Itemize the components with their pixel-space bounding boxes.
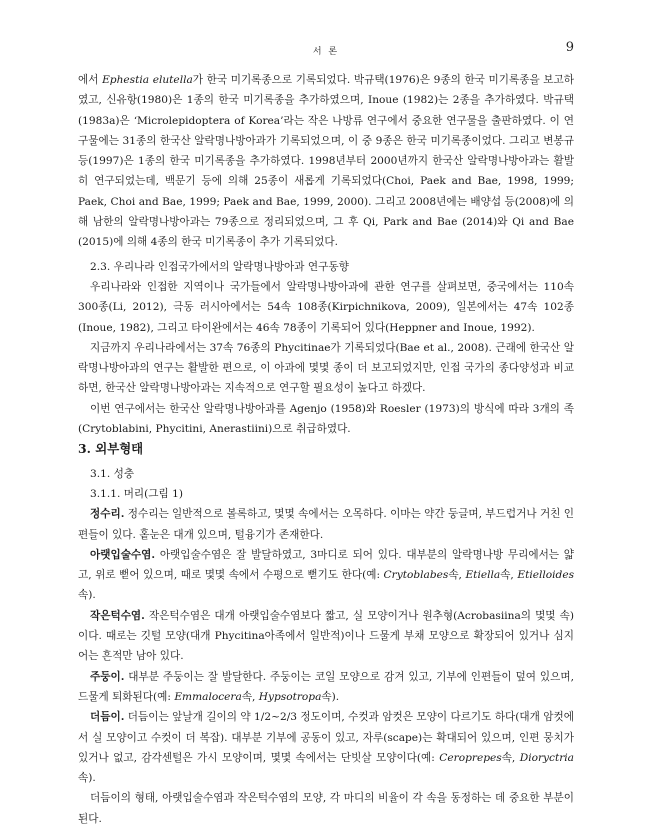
paragraph-closing: 더듬이의 형태, 아랫입술수염과 작은턱수염의 모양, 각 마디의 비율이 각 속을 동정하는 데 중요한 부분이 된다. <box>78 792 574 825</box>
term-antenna: 더듬이. <box>90 711 125 724</box>
term-maxillary-palpus: 작은턱수염. <box>90 609 145 622</box>
genus-name: Crytoblabes <box>383 569 449 582</box>
genus-name: Dioryctria <box>519 751 575 764</box>
section-2-3-heading: 2.3. 우리나라 인접국가에서의 알락명나방아과 연구동향 <box>90 260 349 273</box>
term-paragraph-labial-palpus: 아랫입술수염. 아랫입술수염은 잘 발달하였고, 3마디로 되어 있다. 대부분의 알락명나방 무리에서는 얇고, 위로 뻗어 있으며, 때로 몇몇 속에서 수평으로 뻗기도 한다(예: Crytoblabes속, Etiella속, Etielloides속). <box>78 548 575 602</box>
page-number: 9 <box>565 40 574 55</box>
subsection-adult: 3.1. 성충 <box>90 467 135 480</box>
genus-name: Emmalocera <box>174 690 242 703</box>
term-paragraph-maxillary-palpus: 작은턱수염. 작은턱수염은 대개 아랫입술수염보다 짧고, 실 모양이거나 원추형(Acrobasiina의 몇몇 속)이다. 때로는 깃털 모양(대개 Phycitina아족에서 일반적)이나 드물게 부채 모양으로 확장되어 있거나 심지어는 흔적만 남아 있다. <box>78 609 574 663</box>
species-name: Ephestia elutella <box>102 74 193 86</box>
term-vertex: 정수리. <box>90 508 125 521</box>
subsection-head: 3.1.1. 머리(그림 1) <box>90 487 183 500</box>
genus-name: Ceroprepes <box>439 751 502 764</box>
genus-name: Hypsotropa <box>258 690 322 703</box>
paragraph-tribes: 이번 연구에서는 한국산 알락명나방아과를 Agenjo (1958)와 Roesler (1973)의 방식에 따라 3개의 족(Crytoblabini, Phycitini, Anerastiini)으로 취급하였다. <box>78 402 574 436</box>
term-paragraph-vertex: 정수리. 정수리는 일반적으로 볼록하고, 몇몇 속에서는 오목하다. 이마는 약간 둥글며, 부드럽거나 거친 인편들이 있다. 홑눈은 대개 있으며, 털융기가 존재한다. <box>78 508 575 541</box>
page-content <box>78 70 574 829</box>
term-labial-palpus: 아랫입술수염. <box>90 548 156 561</box>
running-head: 서 론 <box>312 47 340 57</box>
paragraph-neighbors: 우리나라와 인접한 지역이나 국가들에서 알락명나방아과에 관한 연구를 살펴보면, 중국에서는 110속 300종(Li, 2012), 극동 러시아에서는 54속 108종(Kirpichnikova, 2009), 일본에서는 47속 102종(Inoue, 1982), 그리고 타이완에서는 46속 78종이 기록되어 있다(Heppner and Inoue, 1992). <box>78 280 574 334</box>
paragraph-korea-status: 지금까지 우리나라에서는 37속 76종의 Phycitinae가 기록되었다(Bae et al., 2008). 근래에 한국산 알락명나방아과의 연구는 활발한 편으로, 이 아과에 몇몇 종이 더 보고되었지만, 인접 국가의 종다양성과 비교하면, 한국산 알락명나방아과는 지속적으로 연구할 필요성이 높다고 하겠다. <box>78 341 574 395</box>
genus-name: Etielloides <box>517 569 575 582</box>
section-3-heading: 3. 외부형태 <box>78 441 144 457</box>
term-paragraph-proboscis: 주둥이. 대부분 주둥이는 잘 발달한다. 주둥이는 코일 모양으로 감겨 있고, 기부에 인편들이 덮여 있으며, 드물게 퇴화된다(예: Emmalocera속, Hypsotropa속). <box>78 670 574 703</box>
paragraph-history: 에서 Ephestia elutella가 한국 미기록종으로 기록되었다. 박규택(1976)은 9종의 한국 미기록종을 보고하였고, 신유항(1980)은 1종의 한국 미기록종을 추가하였으며, Inoue (1982)는 2종을 추가하였다. 박규택(1983a)은 ‘Microlepidoptera of Korea’라는 작은 나방류 연구에서 중요한 연구물을 출판하였다. 이 연구물에는 31종의 한국산 알락명나방아과가 기록되었으며, 이 중 9종은 한국 미기록종이었다. 그리고 변봉규 등(1997)은 1종의 한국 미기록종을 추가하였다. 1998년부터 2000년까지 한국산 알락명나방아과는 활발히 연구되었는데, 백문기 등에 의해 25종이 새롭게 기록되었다(Choi, Paek and Bae, 1998, 1999; Paek, Choi and Bae, 1999; Paek and Bae, 1999, 2000). 그리고 2008년에는 배양섭 등(2008)에 의해 남한의 알락명나방아과는 79종으로 정리되었으며, 그 후 Qi, Park and Bae (2014)와 Qi and Bae (2015)에 의해 4종의 한국 미기록종이 추가 기록되었다. <box>78 74 574 249</box>
term-proboscis: 주둥이. <box>90 670 125 683</box>
genus-name: Etiella <box>465 569 501 582</box>
term-paragraph-antenna: 더듬이. 더듬이는 앞날개 길이의 약 1/2~2/3 정도이며, 수컷과 암컷은 모양이 다르기도 하다(대개 암컷에서 실 모양이고 수컷이 더 복잡). 대부분 기부에 공동이 있고, 자루(scape)는 확대되어 있으며, 인편 뭉치가 있거나 없고, 감각센털은 가시 모양이며, 몇몇 속에서는 단빗살 모양이다(예: Ceroprepes속, Dioryctria속). <box>78 711 575 785</box>
